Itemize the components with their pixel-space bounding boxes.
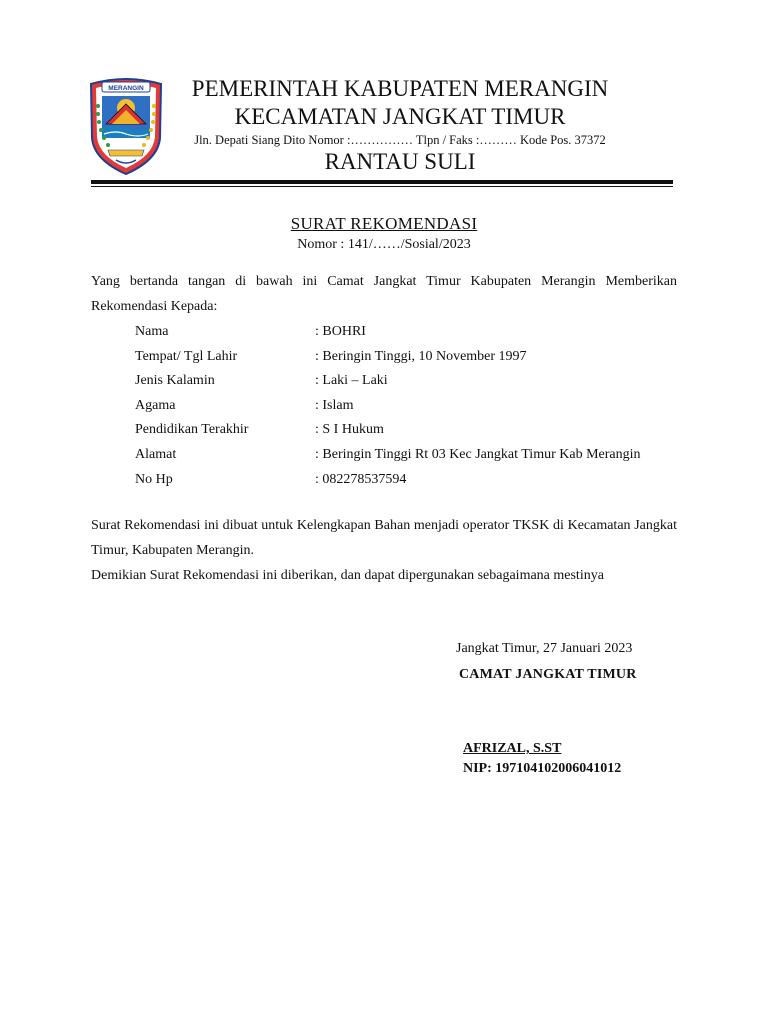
field-value: : Beringin Tinggi Rt 03 Kec Jangkat Timur Kab Merangin xyxy=(315,447,641,462)
letterhead-divider-thin xyxy=(91,186,673,187)
field-value: : S I Hukum xyxy=(315,422,384,438)
signatory-name: AFRIZAL, S.ST xyxy=(463,741,562,756)
letterhead-district: KECAMATAN JANGKAT TIMUR xyxy=(234,104,566,129)
letterhead-village: RANTAU SULI xyxy=(324,149,476,174)
field-value: : BOHRI xyxy=(315,324,366,339)
letterhead-divider-thick xyxy=(91,180,673,184)
field-label: Tempat/ Tgl Lahir xyxy=(135,348,238,364)
field-value: : Beringin Tinggi, 10 November 1997 xyxy=(315,348,527,364)
letter-title-wrap xyxy=(0,213,768,235)
opening-paragraph: Yang bertanda tangan di bawah ini Camat Jangkat Timur Kabupaten Merangin Memberikan Rekomendasi Kepada: xyxy=(91,274,677,314)
place-and-date: Jangkat Timur, 27 Januari 2023 xyxy=(456,641,633,656)
field-row-agama xyxy=(135,397,695,422)
field-label: No Hp xyxy=(135,471,173,487)
letterhead-government: PEMERINTAH KABUPATEN MERANGIN xyxy=(191,76,609,101)
field-value: : Laki – Laki xyxy=(315,373,388,389)
signatory-nip: NIP: 197104102006041012 xyxy=(463,761,622,776)
field-label: Jenis Kalamin xyxy=(135,373,215,389)
merangin-regency-emblem-icon xyxy=(88,76,164,176)
letter-title: SURAT REKOMENDASI xyxy=(290,214,478,233)
field-label: Alamat xyxy=(135,447,177,462)
field-value: : 082278537594 xyxy=(315,471,407,487)
letter-number: Nomor : 141/……/Sosial/2023 xyxy=(297,237,471,252)
letterhead-address: Jln. Depati Siang Dito Nomor :…………… Tlpn / Faks :……… Kode Pos. 37372 xyxy=(194,133,606,147)
field-label: Pendidikan Terakhir xyxy=(135,422,249,438)
closing-paragraph: Demikian Surat Rekomendasi ini diberikan, dan dapat dipergunakan sebagaimana mestinya xyxy=(91,568,604,583)
field-row-pendidikan xyxy=(135,421,695,446)
field-row-jenis-kelamin xyxy=(135,372,695,397)
field-row-no-hp xyxy=(135,471,695,496)
field-value: : Islam xyxy=(315,397,354,413)
signatory-position: CAMAT JANGKAT TIMUR xyxy=(459,667,637,682)
field-row-tempat-tgl-lahir xyxy=(135,348,695,373)
field-label: Nama xyxy=(135,324,169,339)
field-label: Agama xyxy=(135,397,176,413)
field-row-alamat xyxy=(135,446,695,471)
logo-text: MERANGIN xyxy=(108,85,144,92)
field-row-nama xyxy=(135,323,695,348)
purpose-paragraph: Surat Rekomendasi ini dibuat untuk Kelengkapan Bahan menjadi operator TKSK di Kecamatan Jangkat Timur, Kabupaten Merangin. xyxy=(91,518,677,558)
